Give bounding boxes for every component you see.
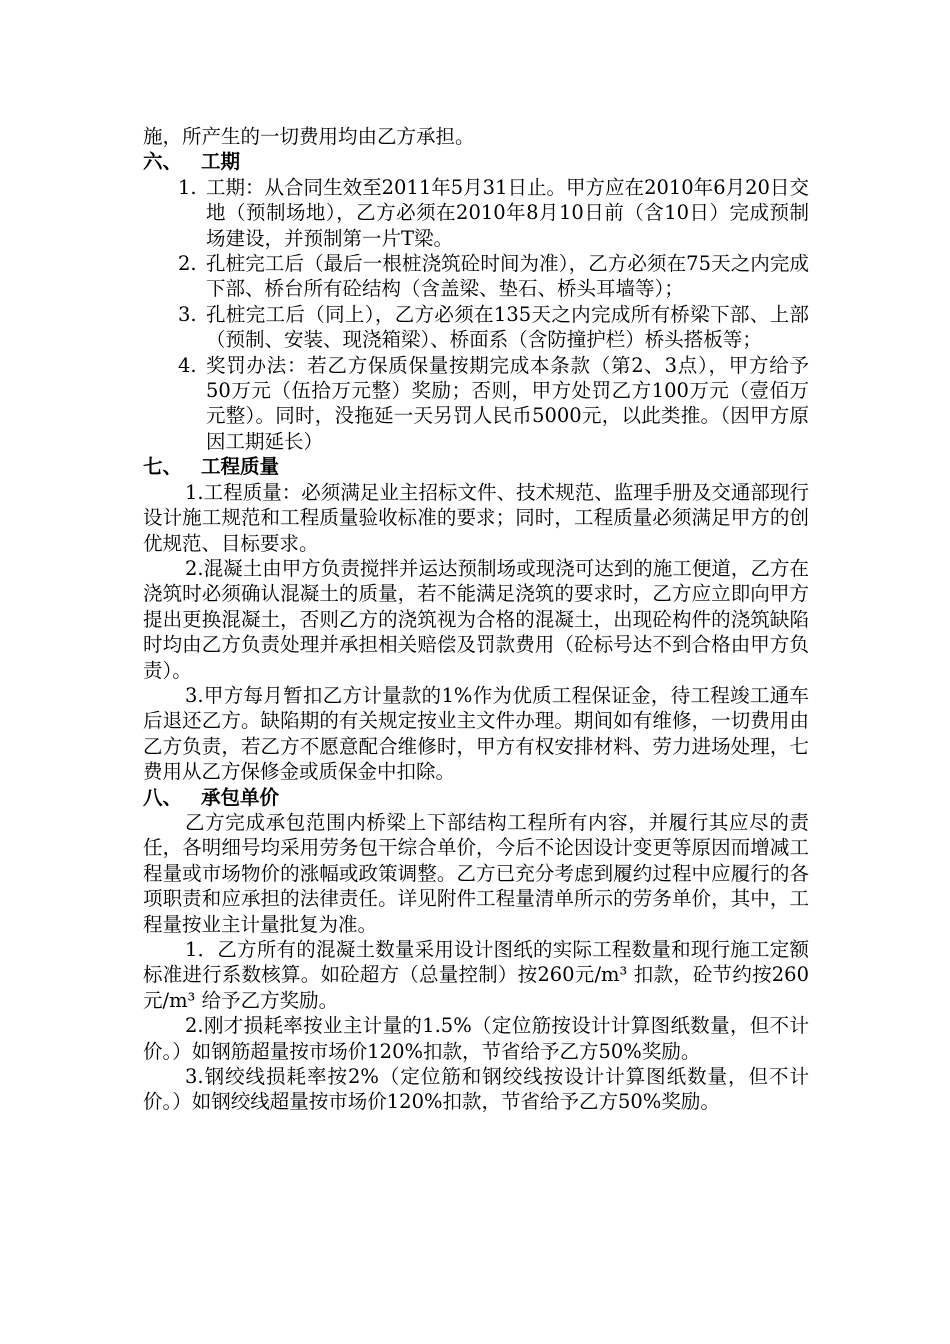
section-number: 六、: [143, 150, 183, 174]
section-heading-schedule: [143, 149, 809, 174]
list-item-text: 孔桩完工后（同上），乙方必须在135天之内完成所有桥梁下部、上部（预制、安装、现浇箱梁）、桥面系（含防撞护栏）桥头搭板等；: [206, 302, 809, 352]
list-item: [143, 175, 809, 251]
body-paragraph: 1．乙方所有的混凝土数量采用设计图纸的实际工程数量和现行施工定额标准进行系数核算。如砼超方（总量控制）按260元/m³ 扣款，砼节约按260元/m³ 给予乙方奖励。: [143, 938, 809, 1012]
body-paragraph: 3.甲方每月暂扣乙方计量款的1%作为优质工程保证金，待工程竣工通车后退还乙方。缺陷期的有关规定按业主文件办理。期间如有维修，一切费用由乙方负责，若乙方不愿意配合维修时，甲方有权安排材料、劳力进场处理，七费用从乙方保修金或质保金中扣除。: [143, 683, 809, 784]
body-paragraph: 乙方完成承包范围内桥梁上下部结构工程所有内容，并履行其应尽的责任，各明细号均采用劳务包干综合单价，今后不论因设计变更等原因而增减工程量或市场物价的涨幅或政策调整。乙方已充分考虑到履约过程中应履行的各项职责和应承担的法律责任。详见附件工程量清单所示的劳务单价，其中，工程量按业主计量批复为准。: [143, 810, 809, 936]
list-item: [143, 251, 809, 302]
list-item: [143, 302, 809, 353]
list-marker: 2.: [178, 252, 197, 276]
section-title: 承包单价: [201, 785, 280, 809]
body-paragraph: 2.刚才损耗率按业主计量的1.5%（定位筋按设计计算图纸数量，但不计价。）如钢筋超量按市场价120%扣款，节省给予乙方50%奖励。: [143, 1014, 809, 1063]
intro-paragraph: 施，所产生的一切费用均由乙方承担。: [143, 125, 475, 148]
list-marker: 1.: [178, 175, 197, 199]
document-page: [143, 124, 809, 1115]
list-item-text: 工期：从合同生效至2011年5月31日止。甲方应在2010年6月20日交地（预制场地），乙方必须在2010年8月10日前（含10日）完成预制场建设，并预制第一片T梁。: [206, 175, 809, 250]
list-marker: 4.: [178, 353, 197, 377]
list-item: [143, 353, 809, 455]
body-paragraph: 1.工程质量：必须满足业主招标文件、技术规范、监理手册及交通部现行设计施工规范和工程质量验收标准的要求；同时，工程质量必须满足甲方的创优规范、目标要求。: [143, 480, 809, 555]
section-heading-unit-price: [143, 785, 809, 810]
section-title: 工期: [201, 150, 241, 174]
section-title: 工程质量: [201, 455, 280, 479]
section-heading-quality: [143, 454, 809, 479]
list-item-text: 奖罚办法：若乙方保质保量按期完成本条款（第2、3点），甲方给予50万元（伍拾万元整）奖励；否则，甲方处罚乙方100万元（壹佰万元整）。同时，没拖延一天另罚人民币5000元，以此类推。（因甲方原因工期延长）: [206, 353, 809, 453]
section-number: 八、: [143, 785, 183, 809]
list-item-text: 孔桩完工后（最后一根桩浇筑砼时间为准），乙方必须在75天之内完成下部、桥台所有砼结构（含盖梁、垫石、桥头耳墙等）；: [206, 252, 809, 301]
list-marker: 3.: [178, 302, 197, 326]
schedule-list: [143, 175, 809, 454]
section-number: 七、: [143, 455, 183, 479]
body-paragraph: 2.混凝土由甲方负责搅拌并运达预制场或现浇可达到的施工便道，乙方在浇筑时必须确认混凝土的质量，若不能满足浇筑的要求时，乙方应立即向甲方提出更换混凝土，否则乙方的浇筑视为合格的混凝土，出现砼构件的浇筑缺陷时均由乙方负责处理并承担相关赔偿及罚款费用（砼标号达不到合格由甲方负责）。: [143, 556, 809, 682]
body-paragraph: 3.钢绞线损耗率按2%（定位筋和钢绞线按设计计算图纸数量，但不计价。）如钢绞线超量按市场价120%扣款，节省给予乙方50%奖励。: [143, 1065, 809, 1114]
